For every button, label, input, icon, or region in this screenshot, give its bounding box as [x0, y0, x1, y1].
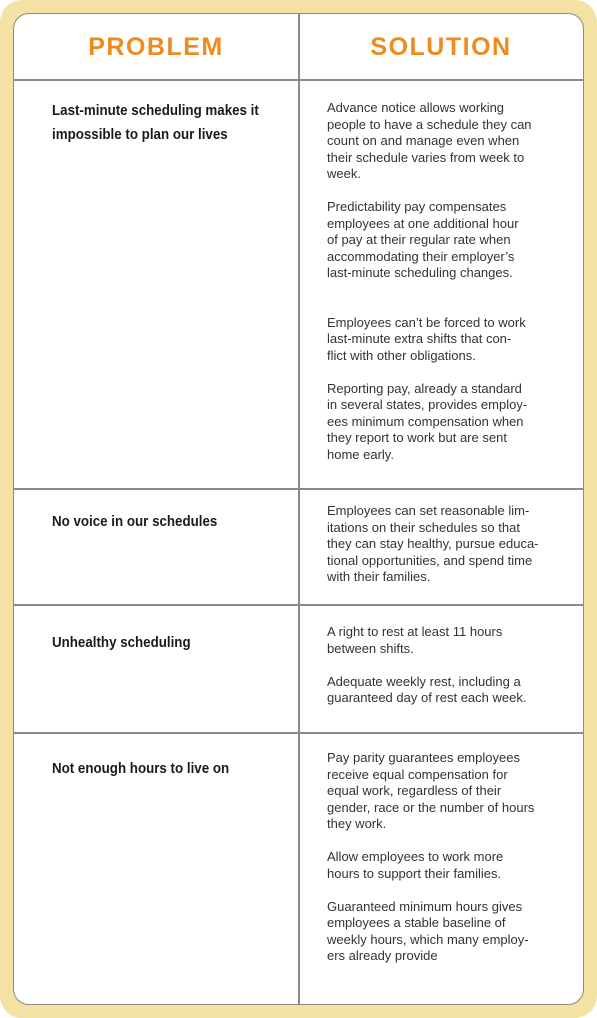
problem-last-minute-scheduling: Last-minute scheduling makes it impossible to plan our lives — [52, 103, 259, 143]
solutions-no-voice — [327, 503, 563, 586]
solution-header: SOLUTION — [370, 32, 512, 61]
problem-no-voice: No voice in our schedules — [52, 514, 218, 530]
solution-predictability-pay: Predictability pay compensates employees at one additional hour of pay at their regular rate when accommodating their employer’s last-minute scheduling changes. — [327, 199, 519, 280]
solution-no-forced-shifts: Employees can’t be forced to work last-minute extra shifts that con- flict with other obligations. — [327, 314, 526, 363]
solution-pay-parity: Pay parity guarantees employees receive equal compensation for equal work, regardless of their gender, race or the number of hours they work. — [327, 750, 535, 831]
solution-advance-notice: Advance notice allows working people to have a schedule they can count on and manage even when their schedule varies from week to week. — [327, 100, 532, 181]
problem-not-enough-hours: Not enough hours to live on — [52, 761, 230, 777]
column-divider — [298, 14, 300, 1004]
problem-header: PROBLEM — [88, 32, 224, 61]
problem-solution-table — [13, 13, 584, 1005]
solutions-unhealthy-scheduling — [327, 624, 563, 707]
solution-reasonable-limitations: Employees can set reasonable lim- itations on their schedules so that they can stay healthy, pursue educa- tional opportunities, and spend time with their families. — [327, 503, 539, 584]
solution-minimum-hours: Guaranteed minimum hours gives employees a stable baseline of weekly hours, which many employ- ers already provide — [327, 898, 529, 963]
solution-weekly-rest: Adequate weekly rest, including a guaranteed day of rest each week. — [327, 673, 527, 705]
solution-reporting-pay: Reporting pay, already a standard in several states, provides employ- ees minimum compensation when they report to work but are sent home early. — [327, 380, 528, 462]
solution-right-to-rest: A right to rest at least 11 hours between shifts. — [327, 624, 503, 656]
problem-unhealthy-scheduling: Unhealthy scheduling — [52, 635, 191, 651]
row-divider — [14, 732, 583, 734]
solutions-last-minute-scheduling — [327, 100, 563, 463]
solution-more-hours: Allow employees to work more hours to support their families. — [327, 849, 504, 881]
solutions-not-enough-hours — [327, 750, 563, 965]
row-divider — [14, 604, 583, 606]
row-divider — [14, 488, 583, 490]
